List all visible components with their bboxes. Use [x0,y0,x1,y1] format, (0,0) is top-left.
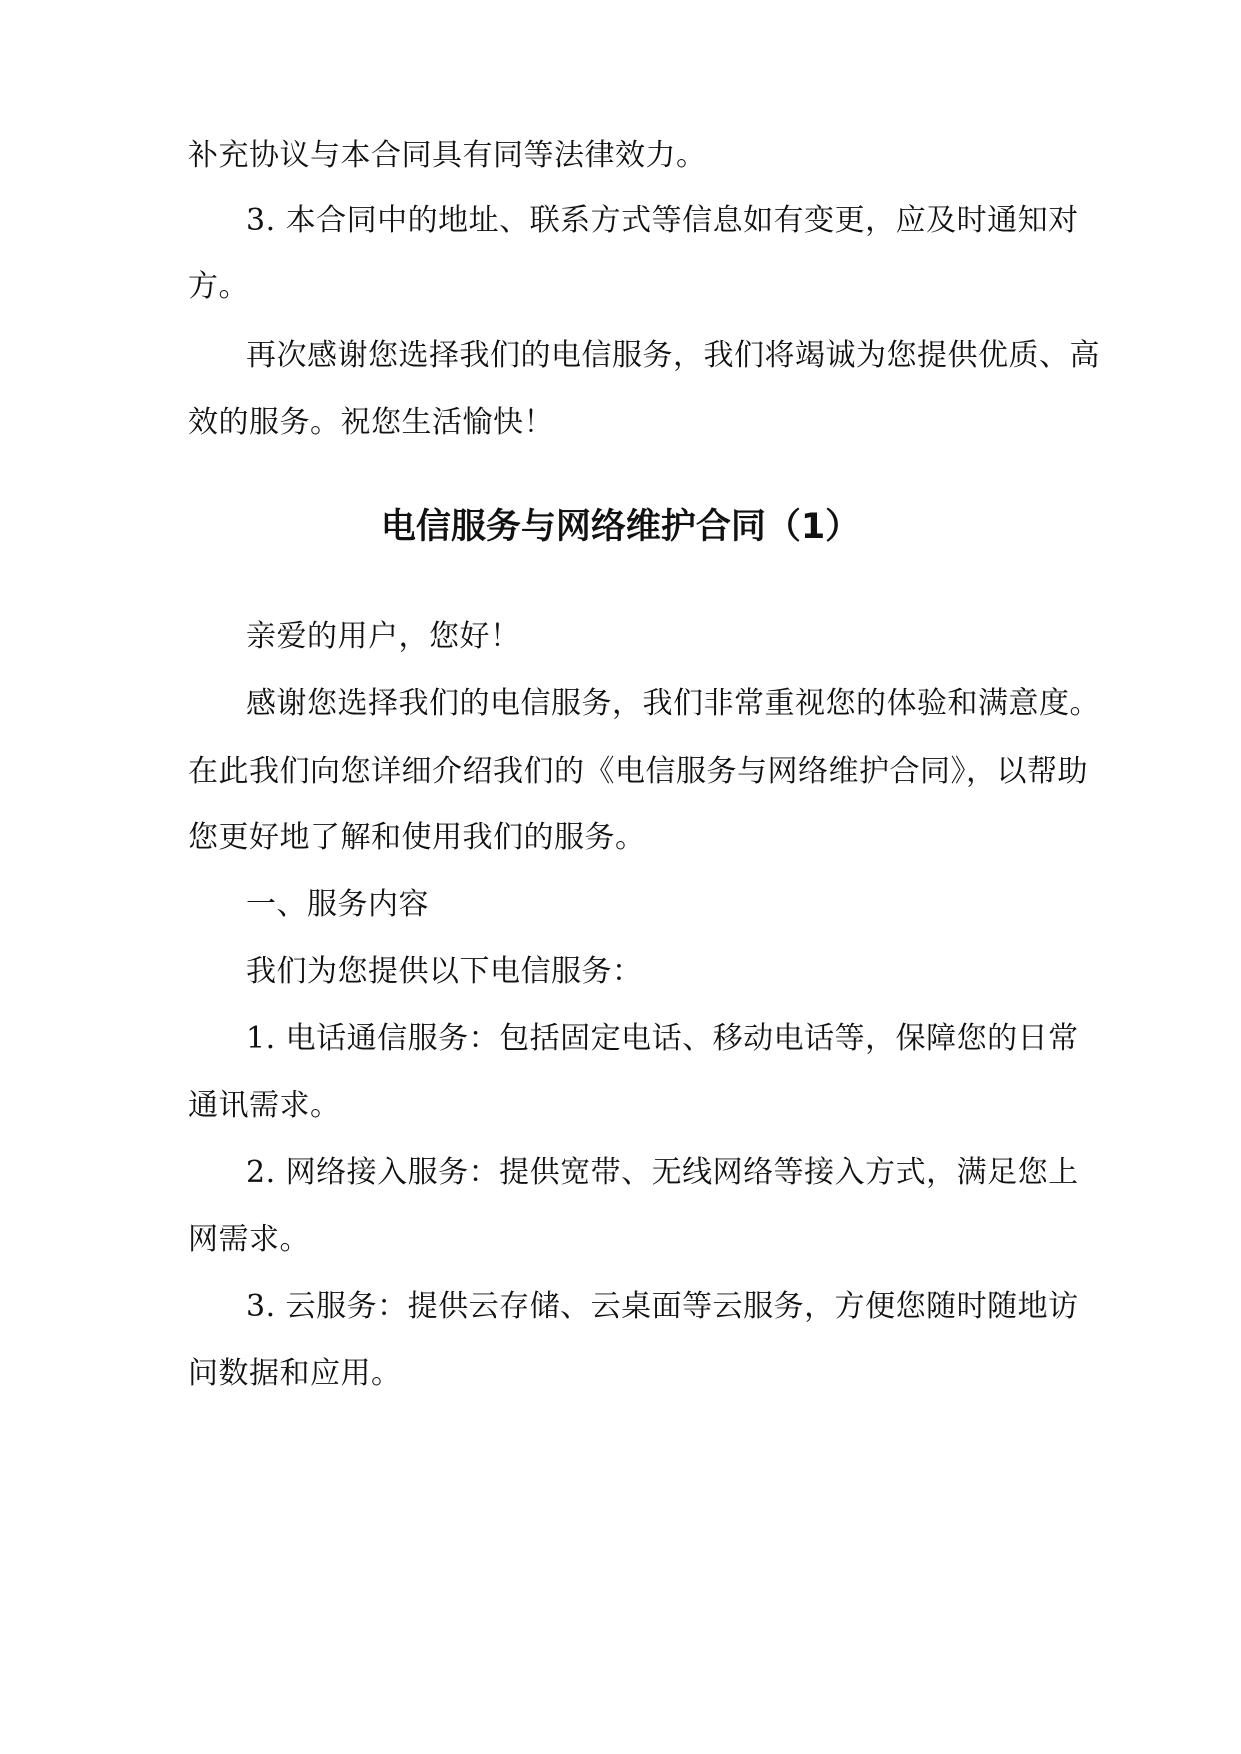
paragraph-line: 在此我们向您详细介绍我们的《电信服务与网络维护合同》，以帮助 [188,754,1088,789]
paragraph-line: 3. 本合同中的地址、联系方式等信息如有变更，应及时通知对 [246,203,1079,238]
section-heading: 电信服务与网络维护合同（1） [380,507,861,547]
list-item-line: 3. 云服务：提供云存储、云桌面等云服务，方便您随时随地访 [246,1289,1079,1324]
paragraph-line: 再次感谢您选择我们的电信服务，我们将竭诚为您提供优质、高 [246,338,1100,373]
list-item-line: 网需求。 [188,1222,310,1257]
paragraph-line: 您更好地了解和使用我们的服务。 [188,820,646,855]
paragraph-line: 感谢您选择我们的电信服务，我们非常重视您的体验和满意度。 [246,686,1100,721]
paragraph-line: 我们为您提供以下电信服务： [246,954,643,989]
paragraph-line: 补充协议与本合同具有同等法律效力。 [188,138,707,173]
greeting-line: 亲爱的用户，您好！ [246,619,521,654]
paragraph-line: 效的服务。祝您生活愉快！ [188,405,554,440]
list-item-line: 1. 电话通信服务：包括固定电话、移动电话等，保障您的日常 [246,1021,1079,1056]
list-item-line: 2. 网络接入服务：提供宽带、无线网络等接入方式，满足您上 [246,1155,1079,1190]
list-item-line: 通讯需求。 [188,1088,341,1123]
subsection-heading: 一、服务内容 [246,887,429,922]
list-item-line: 问数据和应用。 [188,1356,402,1391]
paragraph-line: 方。 [188,269,249,304]
